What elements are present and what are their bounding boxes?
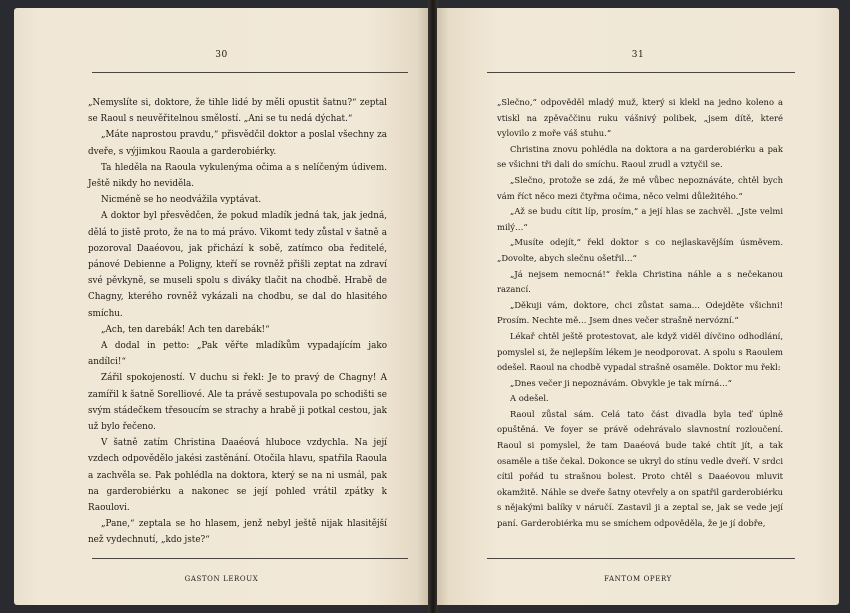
- paragraph: Lékař chtěl ještě protestovat, ale když viděl dívčino odhodlání, pomyslel si, že nejlepším lékem je neodporovat. A spolu s Raoulem odešel. Raoul na chodbě vypadal strašně osaměle. Doktor mu řekl:: [497, 330, 783, 373]
- paragraph: „Slečno, protože se zdá, že mě vůbec nepoznáváte, chtěl bych vám říct něco mezi čtyřma očima, něco velmi důležitého.“: [497, 174, 783, 201]
- paragraph: „Pane,“ zeptala se ho hlasem, jenž nebyl ještě nijak hlasitější než vydechnutí, „kdo jste?“: [88, 519, 387, 546]
- running-footer: GASTON LEROUX: [184, 575, 259, 583]
- paragraph: Christina znovu pohlédla na doktora a na garderobiérku a pak se všichni tři dali do smíchu. Raoul zrudl a vztyčil se.: [497, 143, 783, 170]
- paragraph: V šatně zatím Christina Daaéová hluboce vzdychla. Na její vzdech odpovědělo jakési zastěnání. Otočila hlavu, spatřila Raoula a zachvěla se. Pak pohlédla na doktora, který se na ni usmál, pak na garderobiérku a nakonec se její pohled vrátil zpátky k Raoulovi.: [88, 438, 387, 514]
- footer-rule: [92, 558, 408, 559]
- paragraph: Ta hleděla na Raoula vykulenýma očima a s nelíčeným údivem. Ještě nikdy ho neviděla.: [88, 162, 387, 190]
- page-body: [88, 95, 387, 549]
- paragraph: „Až se budu cítit líp, prosím,“ a její hlas se zachvěl. „Jste velmi milý…“: [497, 206, 783, 232]
- running-footer: FANTOM OPERY: [604, 575, 672, 583]
- paragraph: Nicméně se ho neodvážila vyptávat.: [101, 195, 262, 206]
- left-page: [14, 8, 429, 605]
- paragraph: Zářil spokojeností. V duchu si řekl: Je to pravý de Chagny! A zamířil k šatně Sorelliové. Ale ta právě sestupovala po schodišti se svým stádečkem třesoucím se strachy a hrabě ji potkal cestou, jak už bylo řečeno.: [88, 373, 387, 433]
- paragraph: „Ach, ten darebák! Ach ten darebák!“: [101, 324, 270, 335]
- footer-rule: [487, 558, 795, 559]
- page-number: 31: [631, 50, 645, 60]
- paragraph: „Slečno,“ odpověděl mladý muž, který si klekl na jedno koleno a vtiskl na zpěvaččinu ruku vášnivý polibek, „jsem dítě, které vylovilo z moře váš stuhu.“: [497, 97, 783, 139]
- paragraph: „Nemyslíte si, doktore, že tihle lidé by měli opustit šatnu?“ zeptal se Raoul s neuvěřitelnou smělostí. „Ani se tu nedá dýchat.“: [88, 98, 387, 125]
- paragraph: „Dnes večer ji nepoznávám. Obvykle je tak mírná…“: [510, 377, 732, 388]
- paragraph: Raoul zůstal sám. Celá tato část divadla byla teď úplně opuštěná. Ve foyer se právě odehrávalo slavnostní rozloučení. Raoul si pomyslel, že tam Daaéová bude také chtít jít, a tak osaměle a tiše čekal. Dokonce se ukryl do stínu vedle dveří. V srdci cítil pořád tu strašnou bolest. Proto chtěl s Daaéovou mluvit okamžitě. Náhle se dveře šatny otevřely a on spatřil garderobiérku s nějakými balíky v náručí. Zastavil ji a zeptal se, jak se vede její paní. Garderobiérka mu se smíchem odpověděla, že je jí dobře,: [497, 408, 783, 529]
- page-number: 30: [215, 50, 228, 60]
- paragraph: „Děkuji vám, doktore, chci zůstat sama… Odejděte všichni! Prosím. Nechte mě… Jsem dnes večer strašně nervózní.“: [497, 299, 783, 326]
- paragraph: „Máte naprostou pravdu,“ přisvědčil doktor a poslal všechny za dveře, s výjimkou Raoula a garderobiérky.: [88, 130, 387, 157]
- header-rule: [92, 72, 408, 73]
- paragraph: „Musíte odejít,“ řekl doktor s co nejlaskavějším úsměvem. „Dovolte, abych slečnu ošetřil…“: [497, 237, 783, 263]
- paragraph: „Já nejsem nemocná!“ řekla Christina náhle a s nečekanou razancí.: [497, 268, 783, 295]
- right-page: [437, 8, 839, 605]
- paragraph: A odešel.: [510, 393, 549, 404]
- paragraph: A doktor byl přesvědčen, že pokud mladík jedná tak, jak jedná, dělá to jistě proto, že na to má právo. Vikomt tedy zůstal v šatně a pozoroval Daaéovou, jak přichází k sobě, zatímco oba ředitelé, pánové Debienne a Poligny, kteří se rovněž přišli zeptat na zdraví své pěvkyně, se museli spolu s diváky tlačit na chodbě. Hrabě de Chagny, kterého rovněž vykázali na chodbu, se dal do hlasitého smíchu.: [88, 211, 387, 319]
- paragraph: A dodal in petto: „Pak věřte mladíkům vypadajícím jako andílci!“: [88, 341, 387, 368]
- header-rule: [487, 72, 795, 73]
- page-body: [497, 95, 783, 532]
